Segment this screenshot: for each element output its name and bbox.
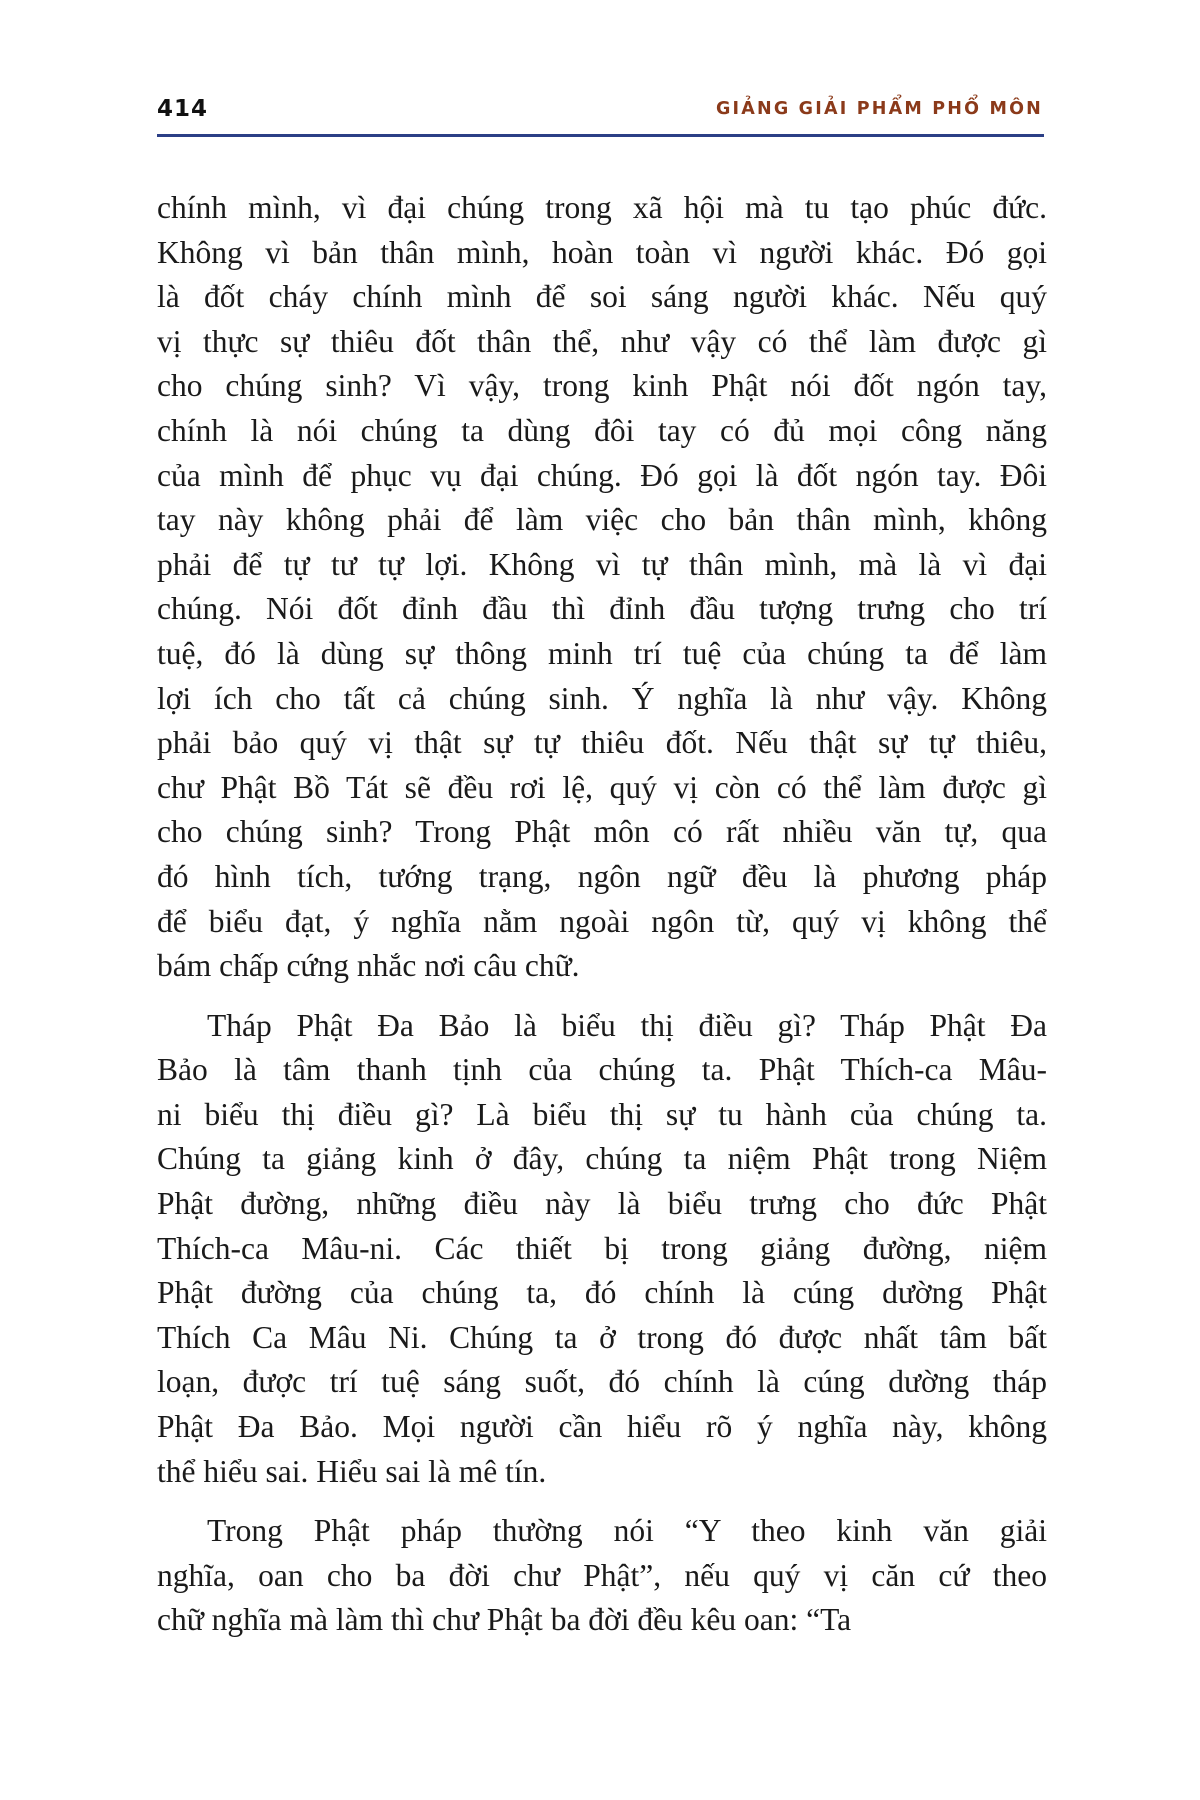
text-line: Thích Ca Mâu Ni. Chúng ta ở trong đó được nhất tâm bất <box>157 1319 1047 1355</box>
text-line: Chúng ta giảng kinh ở đây, chúng ta niệm Phật trong Niệm <box>157 1141 1047 1177</box>
text-line: chúng. Nói đốt đỉnh đầu thì đỉnh đầu tượng trưng cho trí <box>157 591 1047 627</box>
paragraph <box>157 186 1047 989</box>
text-line: Phật đường, những điều này là biểu trưng cho đức Phật <box>157 1186 1047 1222</box>
paragraph <box>157 1004 1047 1495</box>
text-line: Bảo là tâm thanh tịnh của chúng ta. Phật Thích-ca Mâu- <box>157 1052 1047 1088</box>
text-line: Phật đường của chúng ta, đó chính là cúng dường Phật <box>157 1275 1047 1311</box>
text-line: nghĩa, oan cho ba đời chư Phật”, nếu quý vị căn cứ theo <box>157 1557 1047 1593</box>
text-line: Tháp Phật Đa Bảo là biểu thị điều gì? Tháp Phật Đa <box>207 1007 1047 1043</box>
text-line: bám chấp cứng nhắc nơi câu chữ. <box>157 948 580 984</box>
text-line: đó hình tích, tướng trạng, ngôn ngữ đều là phương pháp <box>157 858 1047 894</box>
header-rule <box>157 134 1044 137</box>
text-line: chính mình, vì đại chúng trong xã hội mà tu tạo phúc đức. <box>157 190 1047 225</box>
text-line: ni biểu thị điều gì? Là biểu thị sự tu hành của chúng ta. <box>157 1096 1047 1132</box>
text-line: Trong Phật pháp thường nói “Y theo kinh văn giải <box>207 1513 1047 1549</box>
text-line: Phật Đa Bảo. Mọi người cần hiểu rõ ý nghĩa này, không <box>157 1409 1047 1445</box>
text-line: của mình để phục vụ đại chúng. Đó gọi là đốt ngón tay. Đôi <box>157 457 1047 493</box>
text-line: Thích-ca Mâu-ni. Các thiết bị trong giảng đường, niệm <box>157 1230 1047 1266</box>
text-line: phải để tự tư tự lợi. Không vì tự thân mình, mà là vì đại <box>157 546 1047 582</box>
text-line: phải bảo quý vị thật sự tự thiêu đốt. Nếu thật sự tự thiêu, <box>157 725 1047 761</box>
text-line: chính là nói chúng ta dùng đôi tay có đủ mọi công năng <box>157 412 1047 448</box>
text-line: vị thực sự thiêu đốt thân thể, như vậy có thể làm được gì <box>157 323 1047 359</box>
text-line: lợi ích cho tất cả chúng sinh. Ý nghĩa là như vậy. Không <box>157 680 1047 716</box>
body-text <box>157 186 1047 1643</box>
text-line: cho chúng sinh? Vì vậy, trong kinh Phật nói đốt ngón tay, <box>157 368 1047 404</box>
text-line: tuệ, đó là dùng sự thông minh trí tuệ của chúng ta để làm <box>157 635 1047 671</box>
text-line: tay này không phải để làm việc cho bản thân mình, không <box>157 502 1047 538</box>
text-line: chư Phật Bồ Tát sẽ đều rơi lệ, quý vị còn có thể làm được gì <box>157 769 1047 805</box>
paragraph <box>157 1509 1047 1643</box>
text-line: Không vì bản thân mình, hoàn toàn vì người khác. Đó gọi <box>157 234 1047 270</box>
text-line: cho chúng sinh? Trong Phật môn có rất nhiều văn tự, qua <box>157 814 1047 850</box>
page-number: 414 <box>157 96 209 122</box>
text-line: là đốt cháy chính mình để soi sáng người khác. Nếu quý <box>157 279 1047 315</box>
running-title: GIẢNG GIẢI PHẨM PHỔ MÔN <box>715 99 1043 119</box>
text-line: để biểu đạt, ý nghĩa nằm ngoài ngôn từ, quý vị không thể <box>157 903 1047 939</box>
text-line: loạn, được trí tuệ sáng suốt, đó chính là cúng dường tháp <box>157 1364 1047 1400</box>
text-line: thể hiểu sai. Hiểu sai là mê tín. <box>157 1453 547 1489</box>
page-header <box>157 94 1045 126</box>
text-line: chữ nghĩa mà làm thì chư Phật ba đời đều kêu oan: “Ta <box>157 1602 852 1638</box>
